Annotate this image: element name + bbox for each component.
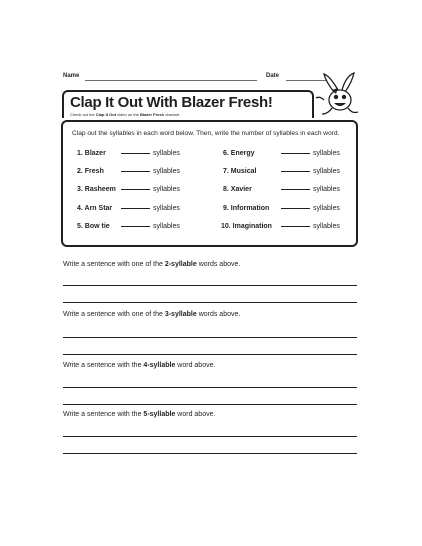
word-label: 3. Rasheem [77,186,116,193]
answer-slot [114,186,180,193]
name-field[interactable] [85,80,257,81]
answer-blank[interactable] [121,226,150,227]
word-label: 4. Arn Star [77,205,113,212]
answer-blank[interactable] [281,171,310,172]
answer-slot [274,205,340,212]
word-label: 10. Imagination [221,223,272,230]
bunny-mascot-icon [312,70,362,120]
syllables-label: syllables [313,205,340,212]
answer-slot [274,150,340,157]
syllables-label: syllables [153,186,180,193]
writing-line[interactable] [63,354,357,355]
answer-blank[interactable] [121,208,150,209]
answer-slot [274,223,340,230]
word-item [223,150,255,157]
answer-blank[interactable] [281,226,310,227]
sentence-prompt: Write a sentence with one of the 2-syllable words above. [63,261,241,268]
word-label: 8. Xavier [223,186,252,193]
sentence-prompt: Write a sentence with the 5-syllable word above. [63,411,216,418]
writing-line[interactable] [63,285,357,286]
answer-slot [114,168,180,175]
syllables-label: syllables [313,168,340,175]
syllables-label: syllables [313,223,340,230]
answer-blank[interactable] [121,171,150,172]
word-item [77,168,104,175]
writing-line[interactable] [63,302,357,303]
answer-blank[interactable] [281,208,310,209]
worksheet-title: Clap It Out With Blazer Fresh! [70,94,273,111]
answer-slot [114,150,180,157]
word-label: 6. Energy [223,150,255,157]
answer-blank[interactable] [121,189,150,190]
word-label: 7. Musical [223,168,257,175]
date-label: Date [266,73,280,79]
word-label: 9. Information [223,205,270,212]
answer-slot [114,205,180,212]
answer-slot [274,168,340,175]
answer-slot [114,223,180,230]
instructions: Clap out the syllables in each word below. Then, write the number of syllables in each word. [72,130,340,137]
writing-line[interactable] [63,453,357,454]
word-item [223,186,252,193]
worksheet-subtitle: Check out the Clap It Out video on the Blazer Fresh channel. [70,112,181,117]
sentence-prompt: Write a sentence with one of the 3-syllable words above. [63,311,241,318]
word-item [77,205,112,212]
word-item [77,186,116,193]
name-label: Name [63,73,80,79]
answer-blank[interactable] [281,153,310,154]
word-item [77,223,110,230]
syllables-label: syllables [153,223,180,230]
syllables-label: syllables [153,150,180,157]
answer-blank[interactable] [281,189,310,190]
syllables-label: syllables [153,205,180,212]
writing-line[interactable] [63,337,357,338]
word-item [223,168,256,175]
answer-slot [274,186,340,193]
word-label: 1. Blazer [77,150,106,157]
writing-line[interactable] [63,436,357,437]
word-label: 2. Fresh [77,168,104,175]
word-item [77,150,106,157]
title-box [62,90,314,118]
word-item [223,205,269,212]
answer-blank[interactable] [121,153,150,154]
word-label: 5. Bow tie [77,223,110,230]
syllables-label: syllables [313,186,340,193]
writing-line[interactable] [63,404,357,405]
word-item [221,223,272,230]
syllables-label: syllables [313,150,340,157]
syllable-card [61,120,358,247]
writing-line[interactable] [63,387,357,388]
syllables-label: syllables [153,168,180,175]
sentence-prompt: Write a sentence with the 4-syllable word above. [63,362,216,369]
